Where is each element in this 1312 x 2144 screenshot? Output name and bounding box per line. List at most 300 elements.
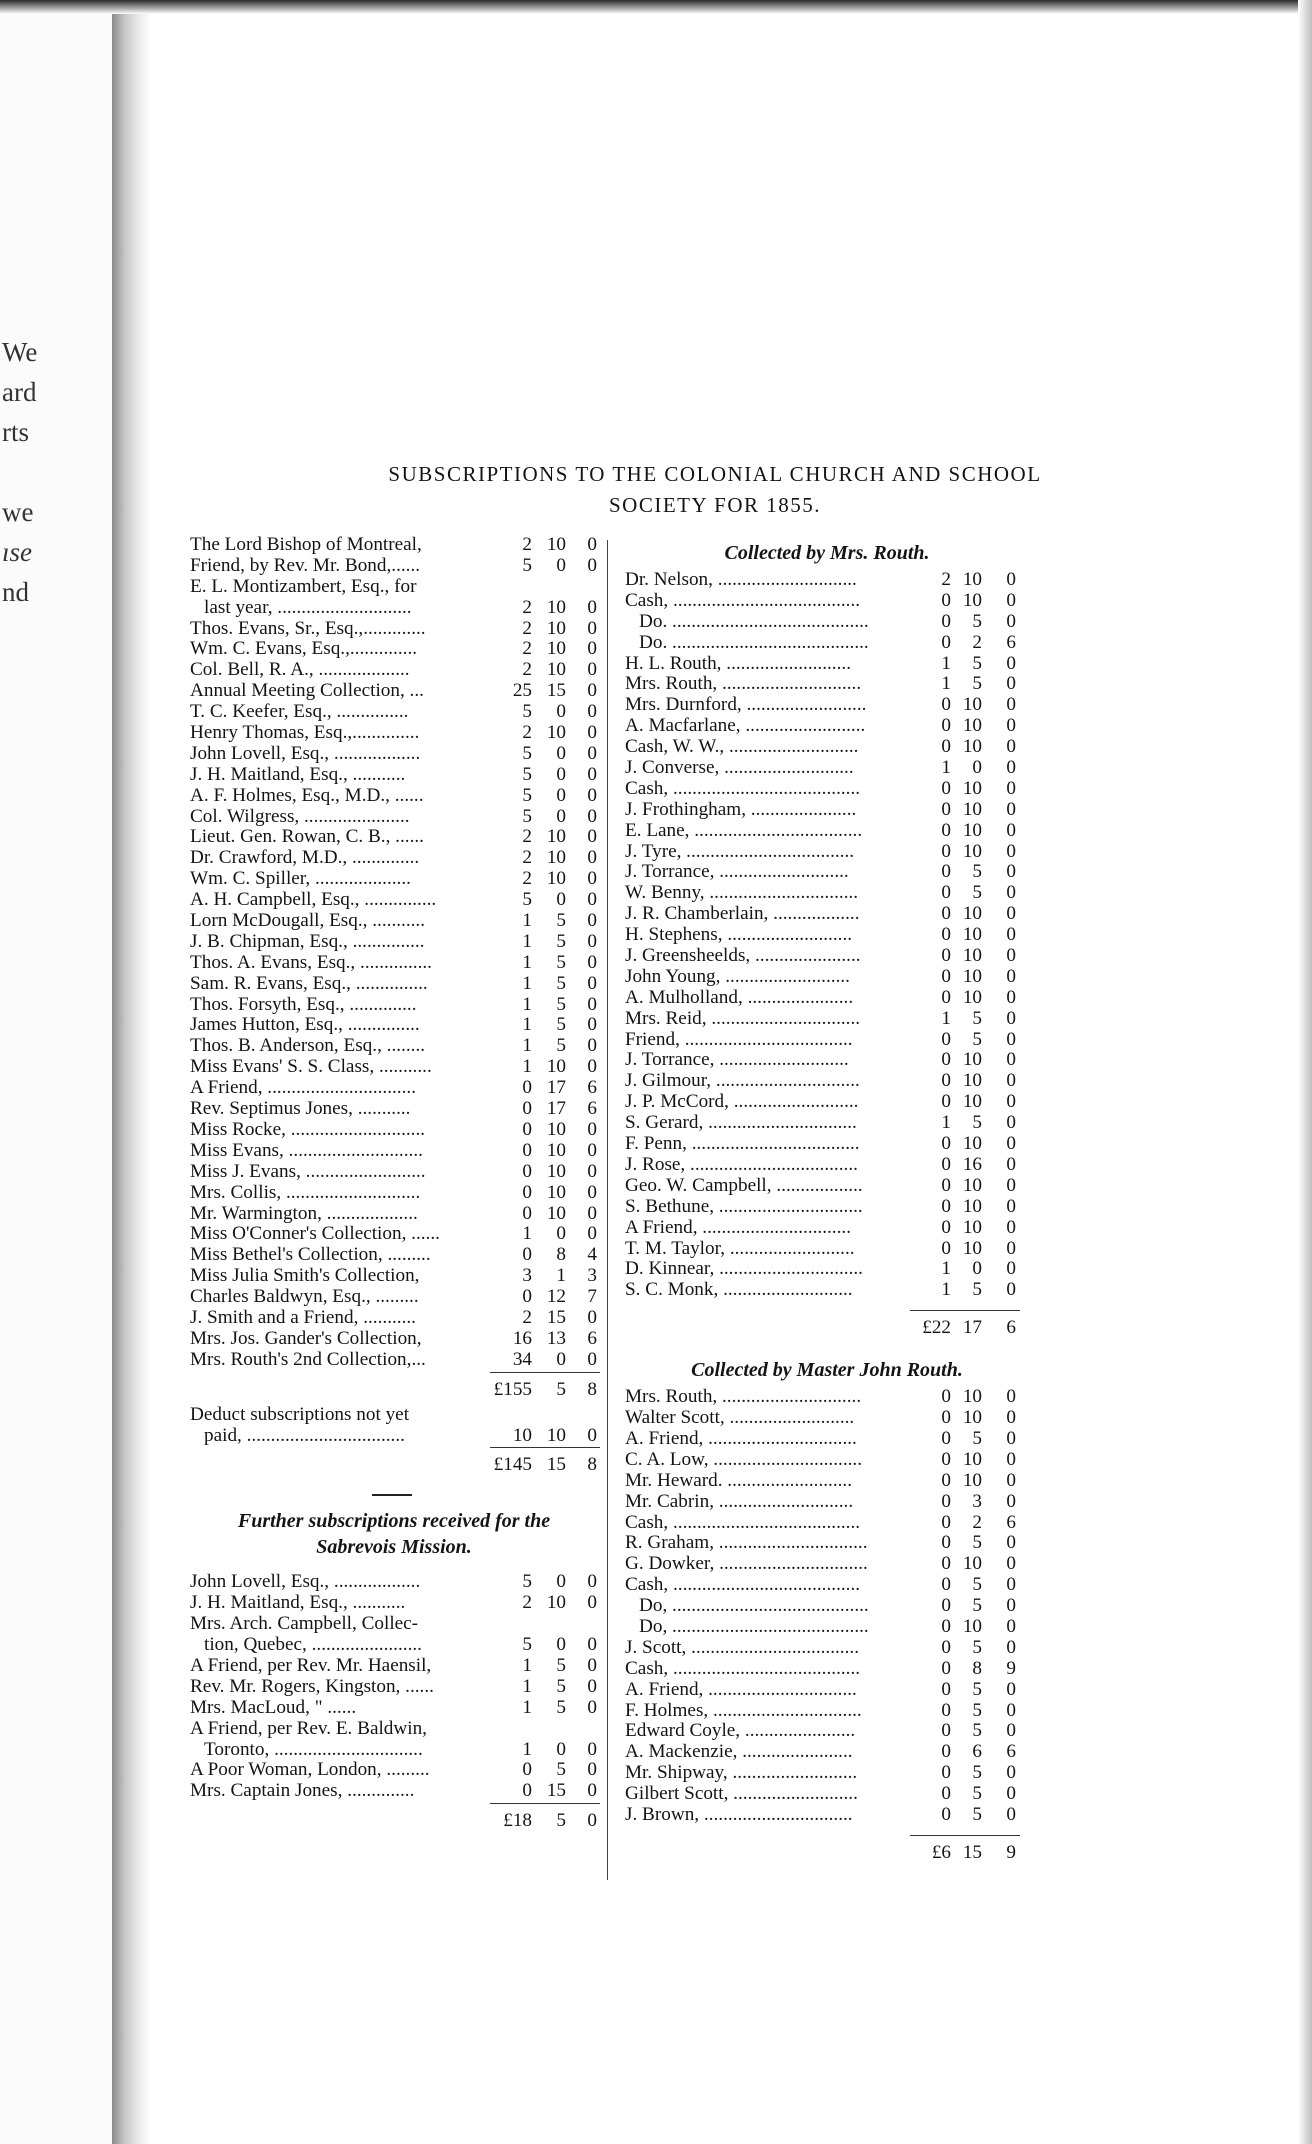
list-item [625, 1071, 1029, 1092]
further-total-row [190, 1805, 598, 1836]
subscriber-name: J. R. Chamberlain, .................. [625, 904, 860, 925]
amount-pence: 4 [587, 1244, 597, 1266]
subscriber-name: E. Lane, ................................... [625, 820, 863, 841]
amount-shillings: 5 [556, 1675, 566, 1697]
amount-shillings: 10 [962, 1386, 982, 1408]
total-pence: 8 [587, 1454, 597, 1476]
subscriber-name: J. Torrance, ........................... [625, 862, 849, 883]
list-item [190, 786, 598, 807]
amount-shillings: 13 [546, 1327, 566, 1349]
subscriber-name: G. Dowker, ............................... [625, 1554, 868, 1575]
bleed-fragment: we [2, 497, 34, 527]
total-shillings: 5 [556, 1378, 566, 1400]
amount-pounds: 1 [522, 1738, 532, 1760]
amount-shillings: 10 [962, 840, 982, 862]
top-shadow [0, 0, 1312, 14]
amount-pounds: 5 [522, 805, 532, 827]
amount-pounds: 0 [941, 1028, 951, 1050]
list-item [190, 1698, 598, 1719]
list-item [190, 765, 598, 786]
amount-pence: 6 [1006, 1511, 1016, 1533]
amount-pence: 0 [587, 1424, 597, 1446]
amount-pence: 0 [1006, 1720, 1016, 1742]
list-item [625, 674, 1029, 695]
amount-pence: 0 [1006, 610, 1016, 632]
list-item [625, 1030, 1029, 1051]
list-item [625, 925, 1029, 946]
amount-shillings: 5 [972, 1574, 982, 1596]
left-column [190, 535, 598, 1836]
amount-pence: 0 [1006, 1595, 1016, 1617]
list-item [625, 1659, 1029, 1680]
amount-pounds: 0 [522, 1098, 532, 1120]
list-item [190, 1635, 598, 1656]
amount-shillings: 10 [962, 1469, 982, 1491]
list-item [190, 1350, 598, 1371]
subscriber-name: Cash, W. W., ........................... [625, 737, 859, 758]
amount-pounds: 1 [522, 1675, 532, 1697]
list-item [625, 1450, 1029, 1471]
amount-pence: 0 [587, 847, 597, 869]
amount-shillings: 10 [962, 1216, 982, 1238]
amount-pounds: 0 [522, 1202, 532, 1224]
amount-shillings: 10 [546, 1160, 566, 1182]
amount-shillings: 10 [962, 1174, 982, 1196]
amount-shillings: 0 [556, 805, 566, 827]
amount-pounds: 0 [941, 819, 951, 841]
amount-pounds: 0 [522, 1759, 532, 1781]
subscriber-name: Mrs. Routh's 2nd Collection,... [190, 1349, 426, 1370]
amount-pence: 0 [587, 763, 597, 785]
list-item [190, 1162, 598, 1183]
list-item [625, 1805, 1029, 1826]
subscriber-name: Mr. Shipway, .......................... [625, 1763, 858, 1784]
amount-pence: 0 [1006, 1407, 1016, 1429]
amount-pounds: 0 [941, 1783, 951, 1805]
amount-shillings: 0 [556, 701, 566, 723]
list-item [190, 953, 598, 974]
amount-shillings: 10 [546, 1056, 566, 1078]
amount-pence: 0 [1006, 1469, 1016, 1491]
amount-shillings: 10 [962, 903, 982, 925]
amount-shillings: 5 [972, 1783, 982, 1805]
page-title: SUBSCRIPTIONS TO THE COLONIAL CHURCH AND SCHOOL [388, 462, 1042, 486]
list-item [190, 702, 598, 723]
amount-shillings: 5 [972, 1720, 982, 1742]
amount-shillings: 5 [972, 673, 982, 695]
list-item [190, 1078, 598, 1099]
list-item [625, 758, 1029, 779]
amount-pence: 0 [1006, 1279, 1016, 1301]
amount-shillings: 5 [556, 993, 566, 1015]
subscriber-name: S. Bethune, .............................. [625, 1196, 863, 1217]
subscriber-name: A. Mulholland, ...................... [625, 987, 854, 1008]
list-item [190, 827, 598, 848]
list-item [625, 883, 1029, 904]
amount-pounds: 0 [941, 1699, 951, 1721]
subscriber-name: A Friend, ............................... [190, 1078, 416, 1099]
subscriber-name: Do, ......................................... [639, 1596, 869, 1617]
amount-pounds: 0 [941, 1133, 951, 1155]
subscriber-name: John Young, .......................... [625, 966, 850, 987]
amount-pounds: 0 [941, 924, 951, 946]
list-item [625, 946, 1029, 967]
subscriber-name: Miss O'Conner's Collection, ...... [190, 1224, 440, 1245]
facing-page-text [2, 332, 37, 612]
amount-pence: 0 [587, 910, 597, 932]
subscriber-name: Wm. C. Evans, Esq.,.............. [190, 639, 418, 660]
amount-shillings: 10 [962, 1237, 982, 1259]
subscriber-name: Miss Julia Smith's Collection, [190, 1266, 420, 1287]
list-item [625, 1596, 1029, 1617]
list-item [190, 869, 598, 890]
amount-pounds: 0 [941, 1469, 951, 1491]
subscriber-name: Rev. Septimus Jones, ........... [190, 1099, 411, 1120]
amount-pence: 0 [1006, 861, 1016, 883]
amount-pounds: 0 [522, 1286, 532, 1308]
amount-pence: 0 [1006, 1762, 1016, 1784]
amount-pence: 0 [587, 742, 597, 764]
amount-pence: 6 [587, 1098, 597, 1120]
total-shillings: 5 [556, 1810, 566, 1832]
subscriber-name: F. Holmes, ............................... [625, 1700, 862, 1721]
list-item [190, 1781, 598, 1802]
subscriber-name: T. C. Keefer, Esq., ............... [190, 702, 409, 723]
list-item [625, 1092, 1029, 1113]
list-item [625, 1155, 1029, 1176]
list-item [190, 848, 598, 869]
subscriber-name: Mr. Warmington, ................... [190, 1203, 418, 1224]
amount-pence: 6 [1006, 631, 1016, 653]
subscriber-name: James Hutton, Esq., ............... [190, 1015, 420, 1036]
list-item [625, 988, 1029, 1009]
amount-pounds: 5 [522, 889, 532, 911]
amount-pence: 0 [587, 1634, 597, 1656]
net-total-row [190, 1449, 598, 1480]
amount-pence: 0 [1006, 1153, 1016, 1175]
amount-pence: 0 [587, 1035, 597, 1057]
subscriber-name: J. Smith and a Friend, ........... [190, 1307, 416, 1328]
subscriber-name: Cash, ....................................... [625, 778, 861, 799]
amount-shillings: 10 [546, 1202, 566, 1224]
amount-pounds: 2 [522, 1592, 532, 1614]
list-item [625, 1763, 1029, 1784]
list-item [625, 654, 1029, 675]
amount-pounds: 10 [512, 1424, 532, 1446]
amount-pence: 0 [587, 805, 597, 827]
amount-pence: 0 [1006, 1216, 1016, 1238]
amount-shillings: 15 [546, 680, 566, 702]
subscriber-name: Cash, ....................................... [625, 1512, 861, 1533]
amount-pence: 6 [587, 1077, 597, 1099]
list-item [190, 807, 598, 828]
amount-pounds: 0 [941, 589, 951, 611]
amount-pounds: 2 [522, 826, 532, 848]
amount-pence: 0 [1006, 673, 1016, 695]
amount-pence: 0 [1006, 1427, 1016, 1449]
amount-pounds: 2 [522, 659, 532, 681]
list-item [625, 1408, 1029, 1429]
list-item [625, 612, 1029, 633]
bleed-fragment [2, 452, 37, 492]
amount-shillings: 10 [962, 798, 982, 820]
list-item [625, 716, 1029, 737]
subscriber-name: Henry Thomas, Esq.,.............. [190, 723, 420, 744]
amount-pounds: 5 [522, 554, 532, 576]
amount-pounds: 0 [941, 1174, 951, 1196]
amount-shillings: 10 [962, 1091, 982, 1113]
page-subtitle: SOCIETY FOR 1855. [609, 493, 821, 517]
amount-pounds: 0 [941, 840, 951, 862]
amount-pounds: 1 [522, 972, 532, 994]
subscriber-name: Do, ......................................... [639, 1616, 869, 1637]
amount-shillings: 0 [972, 757, 982, 779]
amount-shillings: 5 [556, 1696, 566, 1718]
list-item [190, 723, 598, 744]
subscriber-name: J. H. Maitland, Esq., ........... [190, 1593, 406, 1614]
amount-pounds: 0 [941, 1153, 951, 1175]
list-item [190, 1719, 598, 1740]
amount-shillings: 10 [962, 1615, 982, 1637]
list-item [190, 1405, 598, 1426]
amount-shillings: 10 [546, 1181, 566, 1203]
subscriber-name: T. M. Taylor, .......................... [625, 1238, 855, 1259]
amount-pence: 0 [587, 889, 597, 911]
amount-pence: 0 [587, 826, 597, 848]
amount-pence: 0 [1006, 694, 1016, 716]
amount-pence: 0 [587, 596, 597, 618]
amount-shillings: 5 [972, 1532, 982, 1554]
subscriber-name: A. F. Holmes, Esq., M.D., ...... [190, 785, 424, 806]
amount-pence: 0 [587, 1571, 597, 1593]
list-item [190, 974, 598, 995]
amount-pounds: 0 [941, 694, 951, 716]
amount-pounds: 0 [941, 1636, 951, 1658]
amount-pence: 0 [1006, 840, 1016, 862]
amount-pence: 0 [1006, 1195, 1016, 1217]
list-item [190, 1183, 598, 1204]
amount-pence: 0 [587, 617, 597, 639]
list-item [625, 1742, 1029, 1763]
list-item [625, 1554, 1029, 1575]
amount-pence: 0 [1006, 882, 1016, 904]
list-item [625, 904, 1029, 925]
amount-pence: 0 [1006, 986, 1016, 1008]
amount-pence: 0 [587, 1675, 597, 1697]
subscriber-name: Miss Evans' S. S. Class, ........... [190, 1057, 432, 1078]
amount-pounds: 2 [522, 1306, 532, 1328]
amount-shillings: 0 [972, 1258, 982, 1280]
subscriber-name: tion, Quebec, ....................... [204, 1635, 422, 1656]
amount-pence: 0 [587, 1202, 597, 1224]
amount-shillings: 1 [556, 1265, 566, 1287]
amount-pounds: 0 [941, 1657, 951, 1679]
total-pounds: £18 [503, 1810, 532, 1832]
amount-shillings: 10 [962, 715, 982, 737]
amount-pounds: 5 [522, 701, 532, 723]
amount-pounds: 1 [522, 1223, 532, 1245]
amount-pence: 0 [1006, 1028, 1016, 1050]
amount-pence: 0 [1006, 1803, 1016, 1825]
list-item [190, 1015, 598, 1036]
amount-shillings: 10 [962, 1448, 982, 1470]
amount-shillings: 5 [972, 1636, 982, 1658]
amount-pounds: 0 [941, 715, 951, 737]
list-item [625, 1471, 1029, 1492]
amount-pounds: 0 [941, 1803, 951, 1825]
subscriber-name: R. Graham, ............................... [625, 1533, 868, 1554]
subscriber-name: Miss Evans, ............................ [190, 1140, 423, 1161]
amount-pounds: 0 [941, 1720, 951, 1742]
bleed-fragment: ıse [2, 537, 32, 567]
list-item [625, 1533, 1029, 1554]
list-item [625, 821, 1029, 842]
amount-pounds: 1 [941, 757, 951, 779]
subscriber-name: Sam. R. Evans, Esq., ............... [190, 973, 428, 994]
total-pence: 8 [587, 1378, 597, 1400]
list-item [625, 695, 1029, 716]
amount-shillings: 10 [546, 596, 566, 618]
amount-shillings: 10 [546, 534, 566, 555]
list-item [625, 1638, 1029, 1659]
amount-shillings: 10 [962, 819, 982, 841]
subscriber-name: Mr. Cabrin, ............................ [625, 1491, 854, 1512]
amount-pounds: 1 [941, 1258, 951, 1280]
amount-shillings: 0 [556, 554, 566, 576]
amount-pence: 0 [1006, 1007, 1016, 1029]
amount-pence: 0 [1006, 945, 1016, 967]
subscriber-name: Mrs. Jos. Gander's Collection, [190, 1328, 422, 1349]
amount-pounds: 2 [522, 722, 532, 744]
amount-shillings: 5 [556, 1759, 566, 1781]
amount-pounds: 0 [941, 777, 951, 799]
amount-pounds: 5 [522, 1571, 532, 1593]
list-item [190, 1656, 598, 1677]
list-item [190, 660, 598, 681]
further-heading-line2: Sabrevois Mission. [316, 1536, 472, 1559]
amount-pounds: 0 [941, 1386, 951, 1408]
list-item [625, 1218, 1029, 1239]
amount-pence: 0 [1006, 1091, 1016, 1113]
list-item [625, 1050, 1029, 1071]
subscriber-name: H. Stephens, .......................... [625, 925, 853, 946]
subscriber-name: Dr. Nelson, ............................. [625, 570, 857, 590]
list-item [625, 1387, 1029, 1408]
amount-pounds: 0 [941, 882, 951, 904]
subscriber-name: A. Friend, ............................... [625, 1428, 857, 1449]
amount-pounds: 0 [941, 1091, 951, 1113]
subscriber-name: J. Converse, ........................... [625, 758, 854, 779]
subscriber-name: The Lord Bishop of Montreal, [190, 535, 422, 555]
subscriber-name: D. Kinnear, .............................. [625, 1259, 863, 1280]
subscriber-name: John Lovell, Esq., .................. [190, 743, 421, 764]
amount-pence: 0 [587, 659, 597, 681]
column-divider [607, 540, 608, 1880]
list-item [625, 842, 1029, 863]
amount-pounds: 1 [522, 910, 532, 932]
subscriber-name: J. Frothingham, ...................... [625, 799, 857, 820]
amount-pence: 0 [587, 784, 597, 806]
list-item [190, 995, 598, 1016]
amount-pence: 0 [1006, 1615, 1016, 1637]
deduct-rows [190, 1405, 598, 1447]
amount-shillings: 5 [556, 972, 566, 994]
amount-pence: 0 [1006, 589, 1016, 611]
amount-shillings: 6 [972, 1741, 982, 1763]
subscriber-name: J. Torrance, ........................... [625, 1050, 849, 1071]
amount-pence: 0 [1006, 819, 1016, 841]
subscriber-name: Mrs. Routh, ............................. [625, 1387, 862, 1408]
section-dash [190, 1480, 598, 1508]
amount-pounds: 0 [522, 1181, 532, 1203]
amount-pounds: 0 [941, 1070, 951, 1092]
amount-pounds: 34 [512, 1348, 532, 1370]
amount-pence: 0 [587, 1654, 597, 1676]
subscriber-name: Friend, ................................... [625, 1029, 853, 1050]
amount-shillings: 10 [962, 589, 982, 611]
amount-pounds: 0 [941, 1049, 951, 1071]
list-item [190, 1099, 598, 1120]
subscriber-name: Cash, ....................................... [625, 1575, 861, 1596]
amount-pence: 0 [587, 1139, 597, 1161]
amount-pence: 0 [1006, 1133, 1016, 1155]
amount-shillings: 10 [546, 1592, 566, 1614]
subscriber-name: A. Macfarlane, ......................... [625, 716, 866, 737]
amount-shillings: 8 [972, 1657, 982, 1679]
amount-pounds: 0 [941, 1574, 951, 1596]
amount-shillings: 5 [972, 652, 982, 674]
subscriber-name: Thos. Forsyth, Esq., .............. [190, 994, 417, 1015]
amount-shillings: 15 [546, 1780, 566, 1802]
amount-shillings: 10 [962, 1133, 982, 1155]
amount-pence: 0 [587, 1348, 597, 1370]
amount-shillings: 8 [556, 1244, 566, 1266]
amount-pence: 0 [587, 534, 597, 555]
amount-shillings: 5 [556, 1654, 566, 1676]
list-item [190, 1760, 598, 1781]
amount-shillings: 5 [972, 861, 982, 883]
subscription-list [190, 535, 598, 1371]
list-item [625, 1259, 1029, 1280]
amount-pence: 0 [587, 972, 597, 994]
amount-pence: 0 [587, 1738, 597, 1760]
subscriber-name: Do. ......................................... [639, 632, 869, 653]
amount-pounds: 1 [522, 1056, 532, 1078]
amount-pence: 0 [587, 1759, 597, 1781]
list-item [625, 1513, 1029, 1534]
subscriber-name: Friend, by Rev. Mr. Bond,...... [190, 555, 421, 576]
amount-shillings: 0 [556, 1348, 566, 1370]
amount-pounds: 0 [941, 1195, 951, 1217]
amount-shillings: 10 [546, 617, 566, 639]
subtotal-row [190, 1374, 598, 1405]
subscriber-name: Lorn McDougall, Esq., ........... [190, 911, 426, 932]
subscriber-name: Lieut. Gen. Rowan, C. B., ...... [190, 827, 424, 848]
amount-pounds: 0 [941, 903, 951, 925]
amount-pounds: 1 [941, 1007, 951, 1029]
list-item [190, 932, 598, 953]
subscriber-name: W. Benny, ............................... [625, 883, 859, 904]
amount-shillings: 0 [556, 1223, 566, 1245]
list-item [190, 1593, 598, 1614]
subscriber-name: Thos. B. Anderson, Esq., ........ [190, 1036, 426, 1057]
amount-shillings: 5 [556, 951, 566, 973]
subscriber-name: John Lovell, Esq., .................. [190, 1572, 421, 1593]
amount-pounds: 5 [522, 784, 532, 806]
bleed-fragment: rts [2, 417, 29, 447]
subscriber-name: A Friend, per Rev. Mr. Haensil, [190, 1655, 432, 1676]
list-item [190, 556, 598, 577]
